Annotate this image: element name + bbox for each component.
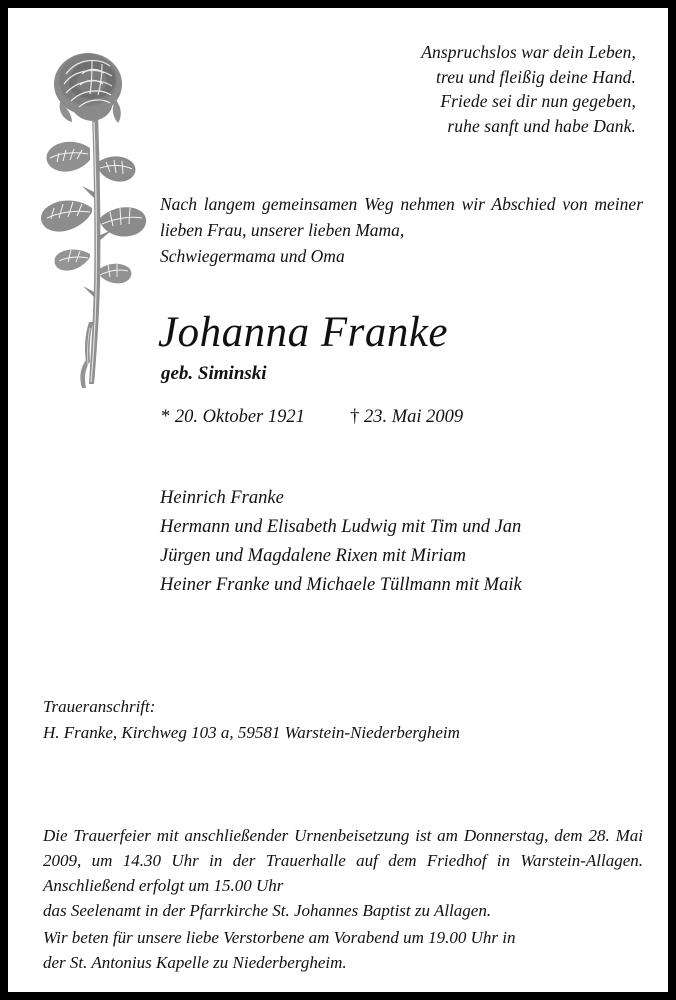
prayer-paragraph-last: der St. Antonius Kapelle zu Niederbergheim. (43, 953, 347, 972)
life-dates (161, 405, 648, 429)
survivor-line: Jürgen und Magdalene Rixen mit Miriam (160, 546, 467, 566)
intro-paragraph-1: Nach langem gemeinsamen Weg nehmen wir Abschied von meiner lieben Frau, unserer lieben Mama, (160, 194, 643, 240)
service-paragraph-last: das Seelenamt in der Pfarrkirche St. Johannes Baptist zu Allagen. (43, 901, 492, 920)
prayer-details (43, 925, 643, 975)
death-date: 23. Mai 2009 (364, 407, 464, 427)
intro-paragraph-2: Schwiegermama und Oma (160, 246, 345, 266)
memorial-verse (308, 40, 636, 138)
service-paragraph: Die Trauerfeier mit anschließender Urnenbeisetzung ist am Donnerstag, dem 28. Mai 2009, um 14.30 Uhr in der Trauerhalle auf dem Friedhof in Warstein-Allagen. Anschließend erfolgt um 15.00 Uhr (43, 826, 643, 895)
verse-line-1: Anspruchslos war dein Leben, (421, 42, 636, 62)
verse-line-2: treu und fleißig deine Hand. (436, 66, 636, 87)
birth-symbol-icon: * (161, 407, 171, 427)
mourning-address-value: H. Franke, Kirchweg 103 a, 59581 Warstein-Niederbergheim (43, 723, 460, 742)
birth-date: 20. Oktober 1921 (174, 407, 305, 427)
survivor-line: Hermann und Elisabeth Ludwig mit Tim und Jan (160, 517, 522, 537)
deceased-name-block (158, 308, 648, 429)
verse-line-4: ruhe sanft und habe Dank. (447, 115, 636, 136)
prayer-paragraph: Wir beten für unsere liebe Verstorbene am Vorabend um 19.00 Uhr in (43, 928, 516, 947)
mourning-address-label: Traueranschrift: (43, 697, 156, 716)
service-details (43, 823, 643, 923)
survivors-list (160, 484, 650, 600)
notice-inner (8, 8, 668, 992)
rose-illustration-icon (22, 22, 152, 392)
mourning-address-block (43, 694, 643, 746)
survivor-line: Heiner Franke und Michaele Tüllmann mit Maik (160, 575, 522, 595)
death-symbol-icon: † (350, 407, 360, 427)
deceased-name: Johanna Franke (158, 309, 449, 356)
survivor-line: Heinrich Franke (160, 488, 284, 508)
verse-line-3: Friede sei dir nun gegeben, (440, 91, 636, 111)
deceased-maiden-name: geb. Siminski (161, 363, 267, 384)
introduction-text (160, 191, 643, 269)
